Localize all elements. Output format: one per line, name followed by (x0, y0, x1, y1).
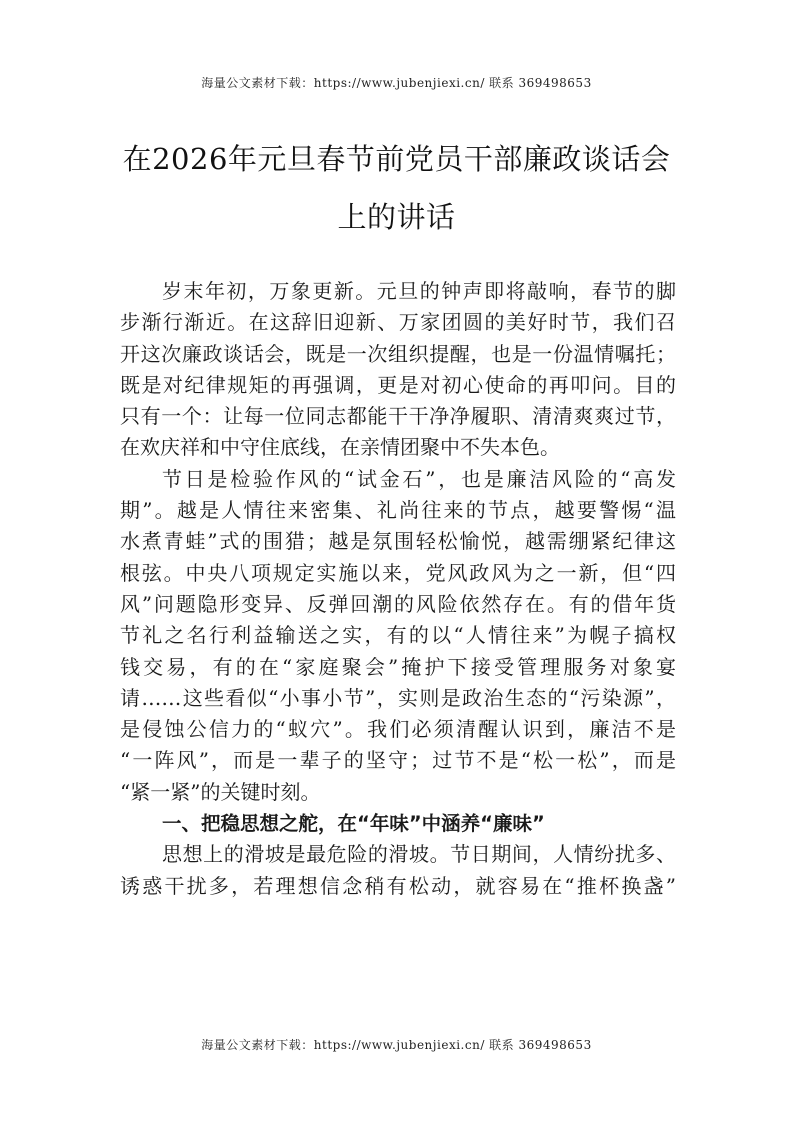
page-footer: 海量公文素材下载：https://www.jubenjiexi.cn/ 联系 369498653 (201, 1038, 592, 1052)
text-line: 步渐行渐近。在这辞旧迎新、万家团圆的美好时节，我们召 (120, 310, 676, 335)
text-line: 节日是检验作风的“试金石”，也是廉洁风险的“高发 (162, 466, 676, 491)
text-line: 只有一个：让每一位同志都能干干净净履职、清清爽爽过节， (120, 404, 676, 429)
text-line: 既是对纪律规矩的再强调，更是对初心使命的再叩问。目的 (120, 372, 676, 397)
text-line: 是侵蚀公信力的“蚁穴”。我们必须清醒认识到，廉洁不是 (120, 717, 676, 742)
section-heading-text: 一、把稳思想之舵，在“年味”中涵养“廉味” (162, 812, 545, 836)
text-line: 思想上的滑坡是最危险的滑坡。节日期间，人情纷扰多、 (162, 842, 676, 867)
document-body (120, 276, 676, 902)
text-line: 水煮青蛙”式的围猎；越是氛围轻松愉悦，越需绷紧纪律这 (120, 529, 676, 554)
text-line: 节礼之名行利益输送之实，有的以“人情往来”为幌子搞权 (120, 623, 676, 648)
paragraph-1 (120, 276, 676, 464)
text-line: 岁末年初，万象更新。元旦的钟声即将敲响，春节的脚 (162, 279, 676, 303)
title-line-2: 上的讲话 (337, 200, 456, 234)
text-line: 开这次廉政谈话会，既是一次组织提醒，也是一份温情嘱托； (120, 341, 676, 366)
title-line-1: 在2026年元旦春节前党员干部廉政谈话会 (122, 142, 671, 176)
paragraph-2 (120, 464, 676, 808)
text-line: “一阵风”，而是一辈子的坚守；过节不是“松一松”，而是 (120, 748, 676, 773)
text-line: 期”。越是人情往来密集、礼尚往来的节点，越要警惕“温 (120, 498, 676, 523)
text-line: 请……这些看似“小事小节”，实则是政治生态的“污染源”， (120, 685, 676, 710)
text-line: 诱惑干扰多，若理想信念稍有松动，就容易在“推杯换盏” (120, 873, 676, 898)
text-line: 钱交易，有的在“家庭聚会”掩护下接受管理服务对象宴 (120, 654, 676, 679)
text-line: 根弦。中央八项规定实施以来，党风政风为之一新，但“四 (120, 560, 676, 585)
section-heading-1 (120, 808, 676, 839)
text-line: “紧一紧”的关键时刻。 (120, 779, 321, 804)
paragraph-3 (120, 839, 676, 902)
text-line: 风”问题隐形变异、反弹回潮的风险依然存在。有的借年货 (120, 591, 676, 616)
page-header: 海量公文素材下载：https://www.jubenjiexi.cn/ 联系 369498653 (201, 76, 592, 90)
text-line: 在欢庆祥和中守住底线，在亲情团聚中不失本色。 (120, 435, 560, 460)
document-title (110, 130, 683, 246)
